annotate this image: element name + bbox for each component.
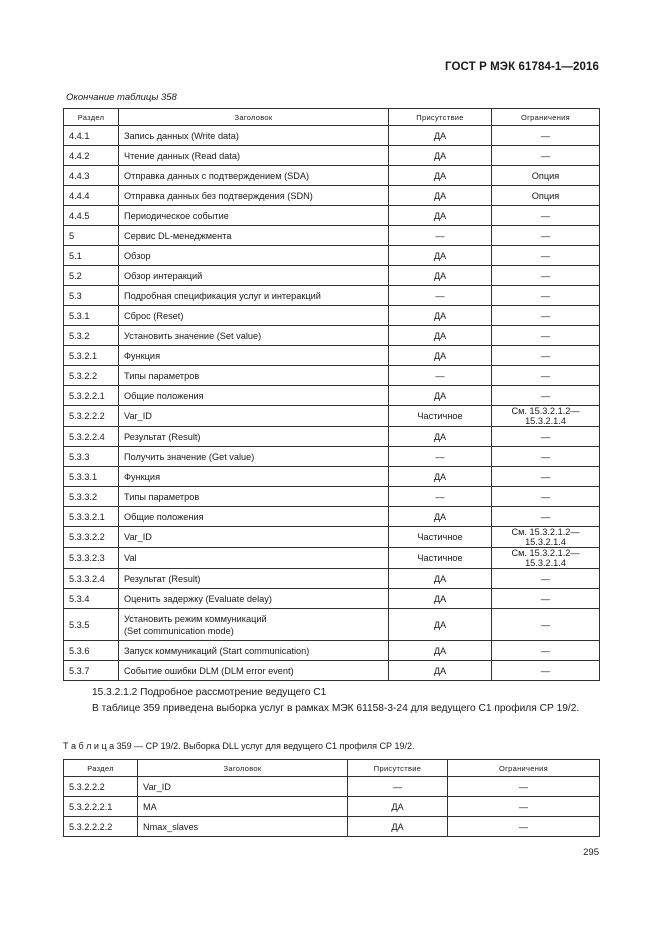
cell-section: 5.3.3.2.2 (64, 527, 119, 548)
cell-restrictions: — (492, 146, 600, 166)
cell-section: 5.3.5 (64, 609, 119, 641)
cell-presence: ДА (389, 386, 492, 406)
cell-section: 5.3.2.1 (64, 346, 119, 366)
cell-title: Подробная спецификация услуг и интеракций (119, 286, 389, 306)
cell-presence: — (389, 286, 492, 306)
cell-presence: ДА (389, 186, 492, 206)
cell-section: 5.3.3.2.3 (64, 548, 119, 569)
section-heading: 15.3.2.1.2 Подробное рассмотрение ведущего С1 (92, 687, 327, 698)
table-row (64, 427, 600, 447)
column-header-presence: Присутствие (348, 760, 448, 777)
cell-presence: ДА (389, 306, 492, 326)
cell-section: 4.4.2 (64, 146, 119, 166)
table-row (64, 166, 600, 186)
cell-restrictions: См. 15.3.2.1.2—15.3.2.1.4 (492, 548, 600, 569)
cell-restrictions: — (492, 266, 600, 286)
cell-title: Отправка данных с подтверждением (SDA) (119, 166, 389, 186)
cell-title: Функция (119, 467, 389, 487)
cell-presence: — (389, 447, 492, 467)
cell-section: 5.3.2.2.4 (64, 427, 119, 447)
cell-restrictions: — (492, 126, 600, 146)
cell-restrictions: — (492, 326, 600, 346)
cell-presence: ДА (348, 817, 448, 837)
cell-title (119, 609, 389, 641)
cell-restrictions: — (492, 226, 600, 246)
cell-title: Запись данных (Write data) (119, 126, 389, 146)
cell-presence: ДА (389, 589, 492, 609)
cell-section: 5.3.4 (64, 589, 119, 609)
column-header-presence: Присутствие (389, 109, 492, 126)
cell-title: Функция (119, 346, 389, 366)
cell-presence: ДА (389, 661, 492, 681)
cell-title: Nmax_slaves (138, 817, 348, 837)
cell-section: 4.4.1 (64, 126, 119, 146)
column-header-restrictions: Ограничения (448, 760, 600, 777)
cell-restrictions: — (492, 609, 600, 641)
cell-section: 5.3.6 (64, 641, 119, 661)
table-row (64, 266, 600, 286)
cell-presence: Частичное (389, 548, 492, 569)
cell-presence: ДА (389, 246, 492, 266)
cell-presence: Частичное (389, 406, 492, 427)
cell-title: Чтение данных (Read data) (119, 146, 389, 166)
cell-restrictions: Опция (492, 166, 600, 186)
table-header-row (64, 760, 600, 777)
table-row (64, 467, 600, 487)
table-row (64, 797, 600, 817)
cell-section: 5.3 (64, 286, 119, 306)
cell-title: Сброс (Reset) (119, 306, 389, 326)
cell-presence: ДА (389, 507, 492, 527)
cell-presence: ДА (389, 609, 492, 641)
cell-title: Запуск коммуникаций (Start communication) (119, 641, 389, 661)
cell-presence: ДА (389, 146, 492, 166)
column-header-section: Раздел (64, 760, 138, 777)
column-header-section: Раздел (64, 109, 119, 126)
cell-section: 5.3.3.1 (64, 467, 119, 487)
table-row (64, 609, 600, 641)
table-row (64, 126, 600, 146)
cell-restrictions: — (492, 306, 600, 326)
cell-section: 5.3.2.2.2.2 (64, 817, 138, 837)
cell-restrictions: Опция (492, 186, 600, 206)
cell-presence: ДА (389, 326, 492, 346)
cell-presence: ДА (389, 266, 492, 286)
cell-restrictions: — (492, 589, 600, 609)
cell-section: 5 (64, 226, 119, 246)
body-paragraph: В таблице 359 приведена выборка услуг в рамках МЭК 61158-3-24 для ведущего С1 профиля СР 19/2. (92, 703, 580, 714)
document-header: ГОСТ Р МЭК 61784-1—2016 (445, 61, 599, 73)
table-header-row (64, 109, 600, 126)
cell-restrictions: — (492, 641, 600, 661)
table-row (64, 406, 600, 427)
cell-restrictions: — (492, 386, 600, 406)
cell-presence: ДА (389, 126, 492, 146)
cell-title-line1: Установить режим коммуникаций (124, 613, 267, 624)
column-header-restrictions: Ограничения (492, 109, 600, 126)
cell-section: 5.1 (64, 246, 119, 266)
cell-title: Событие ошибки DLM (DLM error event) (119, 661, 389, 681)
cell-restrictions: См. 15.3.2.1.2—15.3.2.1.4 (492, 527, 600, 548)
table-row (64, 641, 600, 661)
cell-title: Общие положения (119, 386, 389, 406)
cell-restrictions: — (492, 366, 600, 386)
cell-section: 4.4.5 (64, 206, 119, 226)
cell-presence: ДА (389, 641, 492, 661)
cell-section: 4.4.3 (64, 166, 119, 186)
cell-section: 5.3.2 (64, 326, 119, 346)
cell-restrictions: — (492, 467, 600, 487)
column-header-title: Заголовок (119, 109, 389, 126)
table-row (64, 226, 600, 246)
cell-title: Типы параметров (119, 487, 389, 507)
cell-title: Типы параметров (119, 366, 389, 386)
cell-title: Обзор (119, 246, 389, 266)
cell-restrictions: — (492, 569, 600, 589)
cell-restrictions: — (492, 286, 600, 306)
cell-restrictions: — (492, 447, 600, 467)
cell-title: Val (119, 548, 389, 569)
cell-section: 5.3.3 (64, 447, 119, 467)
table-row (64, 777, 600, 797)
cell-presence: ДА (389, 427, 492, 447)
cell-presence: — (389, 487, 492, 507)
cell-title: Получить значение (Get value) (119, 447, 389, 467)
table-row (64, 447, 600, 467)
cell-title: Оценить задержку (Evaluate delay) (119, 589, 389, 609)
cell-section: 5.3.7 (64, 661, 119, 681)
cell-title: Var_ID (119, 406, 389, 427)
table-row (64, 569, 600, 589)
cell-title: Общие положения (119, 507, 389, 527)
cell-presence: Частичное (389, 527, 492, 548)
cell-section: 5.3.2.2.2 (64, 777, 138, 797)
table-row (64, 346, 600, 366)
cell-title: Установить значение (Set value) (119, 326, 389, 346)
cell-title: Результат (Result) (119, 569, 389, 589)
table-row (64, 589, 600, 609)
cell-title: Результат (Result) (119, 427, 389, 447)
cell-section: 4.4.4 (64, 186, 119, 206)
table-row (64, 548, 600, 569)
cell-section: 5.3.3.2 (64, 487, 119, 507)
cell-restrictions: — (448, 797, 600, 817)
table-row (64, 366, 600, 386)
table-row (64, 326, 600, 346)
cell-restrictions: — (448, 817, 600, 837)
cell-restrictions: — (492, 346, 600, 366)
table-359-caption: Т а б л и ц а 359 — СР 19/2. Выборка DLL услуг для ведущего С1 профиля СР 19/2. (63, 741, 415, 751)
table-row (64, 487, 600, 507)
cell-section: 5.3.3.2.4 (64, 569, 119, 589)
cell-section: 5.3.2.2.2 (64, 406, 119, 427)
table-row (64, 246, 600, 266)
column-header-title: Заголовок (138, 760, 348, 777)
table-row (64, 146, 600, 166)
cell-restrictions: — (492, 206, 600, 226)
table-row (64, 661, 600, 681)
cell-title-line2: (Set communication mode) (124, 625, 234, 636)
page-number: 295 (583, 847, 599, 858)
table-359 (63, 759, 600, 837)
cell-presence: — (389, 226, 492, 246)
cell-title: Обзор интеракций (119, 266, 389, 286)
cell-section: 5.3.2.2 (64, 366, 119, 386)
cell-restrictions: — (492, 246, 600, 266)
cell-restrictions: — (492, 507, 600, 527)
cell-presence: — (348, 777, 448, 797)
cell-title: Var_ID (119, 527, 389, 548)
cell-presence: ДА (389, 206, 492, 226)
cell-section: 5.2 (64, 266, 119, 286)
cell-restrictions: — (492, 487, 600, 507)
cell-presence: ДА (389, 569, 492, 589)
cell-presence: ДА (389, 467, 492, 487)
cell-restrictions: — (492, 661, 600, 681)
cell-restrictions: — (492, 427, 600, 447)
cell-presence: — (389, 366, 492, 386)
cell-presence: ДА (389, 166, 492, 186)
cell-title: Var_ID (138, 777, 348, 797)
table-row (64, 306, 600, 326)
cell-title: Сервис DL-менеджмента (119, 226, 389, 246)
table-row (64, 186, 600, 206)
cell-title: Периодическое событие (119, 206, 389, 226)
cell-section: 5.3.3.2.1 (64, 507, 119, 527)
table-358-caption: Окончание таблицы 358 (66, 92, 177, 103)
cell-presence: ДА (348, 797, 448, 817)
cell-section: 5.3.1 (64, 306, 119, 326)
cell-restrictions: См. 15.3.2.1.2—15.3.2.1.4 (492, 406, 600, 427)
cell-title: Отправка данных без подтверждения (SDN) (119, 186, 389, 206)
cell-section: 5.3.2.2.2.1 (64, 797, 138, 817)
table-row (64, 507, 600, 527)
table-row (64, 286, 600, 306)
table-row (64, 386, 600, 406)
table-358 (63, 108, 600, 681)
table-row (64, 206, 600, 226)
cell-presence: ДА (389, 346, 492, 366)
table-row (64, 527, 600, 548)
cell-section: 5.3.2.2.1 (64, 386, 119, 406)
table-row (64, 817, 600, 837)
cell-restrictions: — (448, 777, 600, 797)
cell-title: MA (138, 797, 348, 817)
